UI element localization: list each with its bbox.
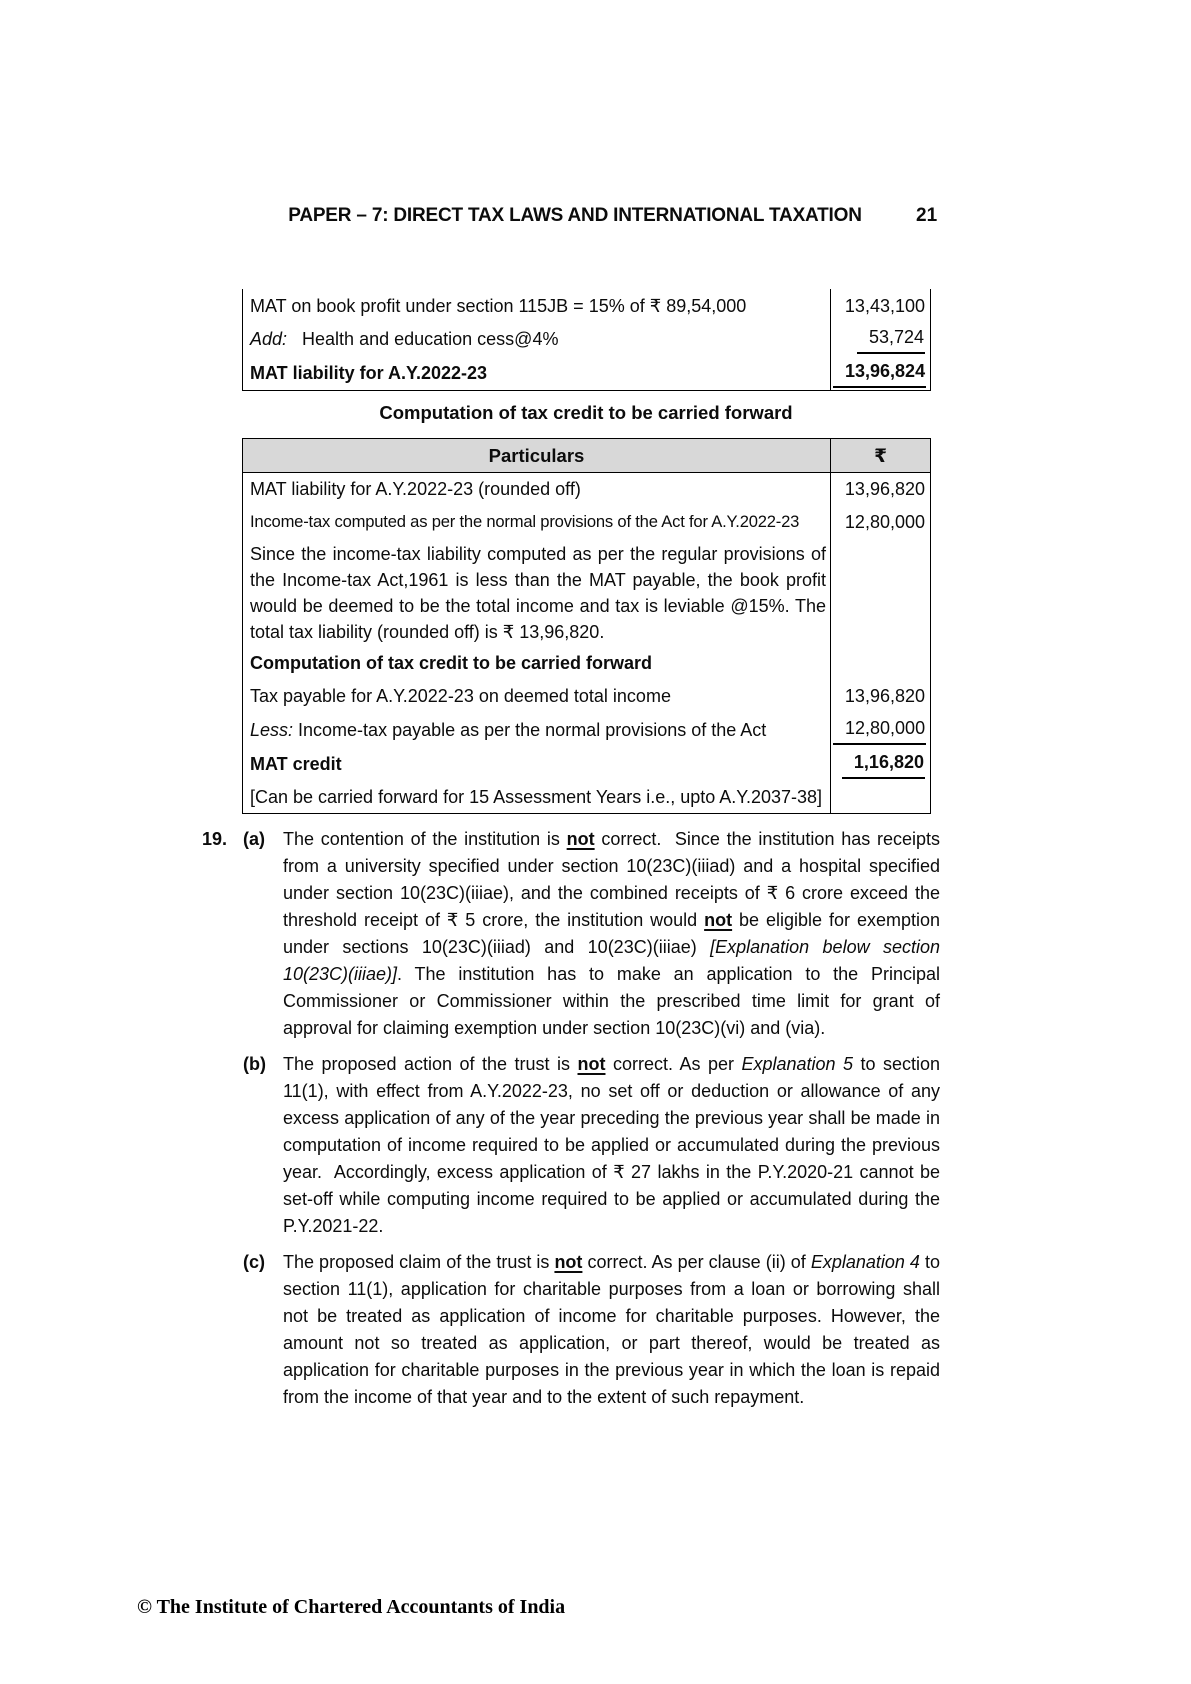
amount-cell <box>831 506 931 539</box>
part-label-b: (b) <box>243 1054 266 1074</box>
text-segment: correct. As per clause (ii) of <box>582 1252 811 1272</box>
answer-part-a <box>202 826 940 1042</box>
text-segment: Explanation 4 <box>810 1252 920 1272</box>
particulars-cell <box>243 539 831 647</box>
particulars-cell <box>243 356 831 391</box>
particulars-cell <box>243 506 831 539</box>
text-segment: The contention of the institution is <box>283 829 567 849</box>
table-row <box>243 781 931 814</box>
text-segment: to section 11(1), with effect from A.Y.2022-23, no set off or deduction or allowance of any excess application of any of the year preceding the previous year shall be made in computation of income required to be applied or accumulated during the previous year. Accordingly, excess application of ₹ 27 lakhs in the P.Y.2020-21 cannot be set-off while computing income required to be applied or accumulated during the P.Y.2021-22. <box>283 1054 940 1236</box>
table-row <box>243 356 931 391</box>
answer-item-number-spacer <box>202 1051 243 1240</box>
column-header-rupee-symbol: ₹ <box>831 439 931 473</box>
table-row <box>243 473 931 506</box>
text-segment: Health and education cess@4% <box>287 329 559 349</box>
text-segment: Less: <box>250 719 294 740</box>
text-segment: Explanation 5 <box>741 1054 853 1074</box>
text-segment: Tax payable for A.Y.2022-23 on deemed total income <box>250 686 671 706</box>
page-number: 21 <box>916 205 938 226</box>
table-row <box>243 539 931 647</box>
answer-part-c <box>202 1249 940 1411</box>
table-row <box>243 647 931 680</box>
answer-item-number-spacer <box>202 1249 243 1411</box>
text-segment: correct. Since the institution has receipts from a university specified under section 10(23C)(iiiad) and a hospital specified under section 10(23C)(iiiae), and the combined receipts of ₹ 6 crore exceed the threshold receipt of ₹ 5 crore, the institution would <box>283 829 940 930</box>
table-row <box>243 713 931 747</box>
table-row <box>243 506 931 539</box>
text-segment: not <box>577 1054 606 1074</box>
amount-value: 13,43,100 <box>844 295 925 316</box>
amount-cell <box>831 680 931 713</box>
amount-cell <box>831 289 931 322</box>
table-row <box>243 322 931 356</box>
particulars-cell <box>243 289 831 322</box>
text-segment: The proposed action of the trust is <box>283 1054 578 1074</box>
text-segment: [Can be carried forward for 15 Assessment Years i.e., upto A.Y.2037-38] <box>250 786 823 807</box>
particulars-cell <box>243 322 831 356</box>
text-segment: The proposed claim of the trust is <box>283 1252 555 1272</box>
text-segment: . The institution has to make an application to the Principal Commissioner or Commissioner within the prescribed time limit for grant of approval for claiming exemption under section 10(23C)(vi) and (via). <box>283 964 940 1038</box>
particulars-cell <box>243 647 831 680</box>
amount-cell <box>831 713 931 747</box>
text-segment: MAT on book profit under section 115JB = 15% of ₹ 89,54,000 <box>250 295 747 316</box>
text-segment: not <box>554 1252 583 1272</box>
amount-value: 53,724 <box>857 324 925 354</box>
answer-item-number: 19. <box>202 829 228 849</box>
table-row <box>243 747 931 781</box>
amount-cell <box>831 781 931 814</box>
footer-copyright: © The Institute of Chartered Accountants of India <box>137 1596 566 1618</box>
text-segment: Income-tax payable as per the normal provisions of the Act <box>293 719 767 740</box>
particulars-cell <box>243 713 831 747</box>
column-header-particulars: Particulars <box>243 439 831 473</box>
amount-cell <box>831 322 931 356</box>
text-segment: correct. As per <box>605 1054 742 1074</box>
table-row <box>243 289 931 322</box>
text-segment: not <box>566 829 595 849</box>
particulars-cell <box>243 781 831 814</box>
text-segment: Add: <box>250 329 288 349</box>
tax-credit-table <box>242 438 931 814</box>
part-label-a: (a) <box>243 829 265 849</box>
amount-value: 13,96,824 <box>833 358 926 388</box>
amount-value: 1,16,820 <box>842 749 925 779</box>
particulars-cell <box>243 680 831 713</box>
text-segment: [Explanation below section 10(23C)(iiiae)] <box>283 937 940 984</box>
particulars-cell <box>243 473 831 506</box>
text-segment: MAT liability for A.Y.2022-23 (rounded off) <box>250 479 581 500</box>
part-label-c: (c) <box>243 1252 265 1272</box>
answer-19 <box>202 826 940 1420</box>
text-segment: be eligible for exemption under sections 10(23C)(iiiad) and 10(23C)(iiiae) <box>283 910 940 957</box>
text-segment: Since the income-tax liability computed as per the regular provisions of the Income-tax Act,1961 is less than the MAT payable, the book profit would be deemed to be the total income and tax is leviable @15%. The total tax liability (rounded off) is ₹ 13,96,820. <box>250 543 826 642</box>
amount-value: 12,80,000 <box>844 512 925 532</box>
particulars-cell <box>243 747 831 781</box>
amount-cell <box>831 539 931 647</box>
text-segment: Computation of tax credit to be carried forward <box>250 653 653 673</box>
text-segment: MAT liability for A.Y.2022-23 <box>250 363 488 383</box>
section-heading: Computation of tax credit to be carried forward <box>379 402 793 423</box>
table-header-row <box>243 439 931 473</box>
amount-value: 13,96,820 <box>844 479 925 500</box>
amount-value: 13,96,820 <box>844 686 925 706</box>
amount-cell <box>831 473 931 506</box>
text-segment: Income-tax computed as per the normal provisions of the Act for A.Y.2022-23 <box>250 512 800 531</box>
answer-part-b <box>202 1051 940 1240</box>
text-segment: MAT credit <box>250 753 342 774</box>
table-row <box>243 680 931 713</box>
part-paragraph <box>283 1249 940 1411</box>
part-paragraph <box>283 826 940 1042</box>
text-segment: to section 11(1), application for charitable purposes from a loan or borrowing shall not be treated as application of income for charitable purposes. However, the amount not so treated as application, or part thereof, would be treated as application for charitable purposes in the previous year in which the loan is repaid from the income of that year and to the extent of such repayment. <box>283 1252 940 1407</box>
amount-value: 12,80,000 <box>833 715 926 745</box>
amount-cell <box>831 647 931 680</box>
page-header-title: PAPER – 7: DIRECT TAX LAWS AND INTERNATIONAL TAXATION <box>288 205 862 226</box>
mat-liability-table <box>242 289 931 391</box>
amount-cell <box>831 747 931 781</box>
amount-cell <box>831 356 931 391</box>
text-segment: not <box>704 910 733 930</box>
part-paragraph <box>283 1051 940 1240</box>
